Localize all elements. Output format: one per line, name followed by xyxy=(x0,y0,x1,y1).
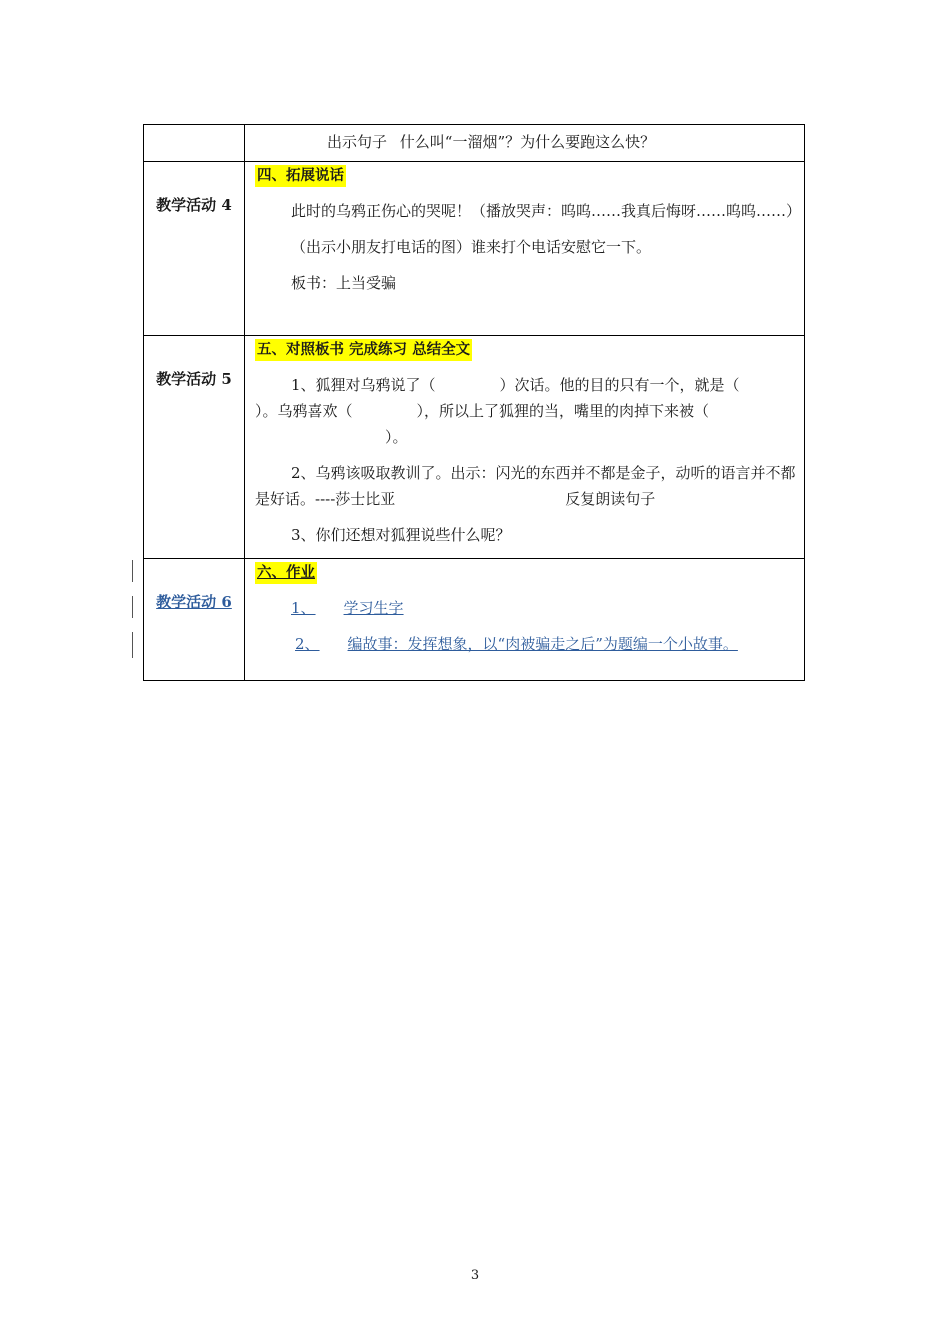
table-row-activity-4 xyxy=(144,162,805,336)
row-label-activity-4: 教学活动 4 xyxy=(144,162,245,336)
homework-item-1: 1、 学习生字 xyxy=(291,599,404,617)
sentence-question-text: 什么叫“一溜烟”？为什么要跑这么快？ xyxy=(399,133,656,151)
exercise-3: 3、你们还想对狐狸说些什么呢？ xyxy=(291,526,511,544)
revision-mark xyxy=(132,632,133,658)
section-heading-5: 五、对照板书 完成练习 总结全文 xyxy=(255,339,472,361)
row-label-activity-5: 教学活动 5 xyxy=(144,336,245,559)
sentence-cell xyxy=(245,125,805,162)
activity-4-cell xyxy=(245,162,805,336)
row-label-empty xyxy=(144,125,245,162)
revision-mark xyxy=(132,560,133,582)
activity-5-cell xyxy=(245,336,805,559)
table-row-sentence xyxy=(144,125,805,162)
activity-4-paragraph-1: 此时的乌鸦正伤心的哭呢！（播放哭声：呜呜……我真后悔呀……呜呜……） xyxy=(291,202,802,220)
exercise-1: 1、狐狸对乌鸦说了（ ）次话。他的目的只有一个，就是（）。乌鸦喜欢（ ），所以上了狐狸的当，嘴里的肉掉下来被（）。 xyxy=(255,376,740,446)
revision-mark xyxy=(132,596,133,618)
table-row-activity-6 xyxy=(144,559,805,681)
homework-item-2: 2、 编故事：发挥想象，以“肉被骗走之后”为题编一个小故事。 xyxy=(295,635,738,653)
lesson-plan-table xyxy=(143,124,805,681)
section-heading-4: 四、拓展说话 xyxy=(255,165,346,187)
show-sentence-text: 出示句子 xyxy=(327,133,388,151)
table-row-activity-5 xyxy=(144,336,805,559)
activity-4-paragraph-2: （出示小朋友打电话的图）谁来打个电话安慰它一下。 xyxy=(291,238,652,256)
activity-6-cell xyxy=(245,559,805,681)
page-number: 3 xyxy=(470,1268,480,1283)
exercise-2: 2、乌鸦该吸取教训了。出示：闪光的东西并不都是金子，动听的语言并不都是好话。----莎士比亚 反复朗读句子 xyxy=(255,464,796,508)
section-heading-6: 六、作业 xyxy=(255,562,317,584)
row-label-activity-6: 教学活动 6 xyxy=(144,559,245,681)
activity-4-paragraph-3: 板书：上当受骗 xyxy=(291,274,397,292)
